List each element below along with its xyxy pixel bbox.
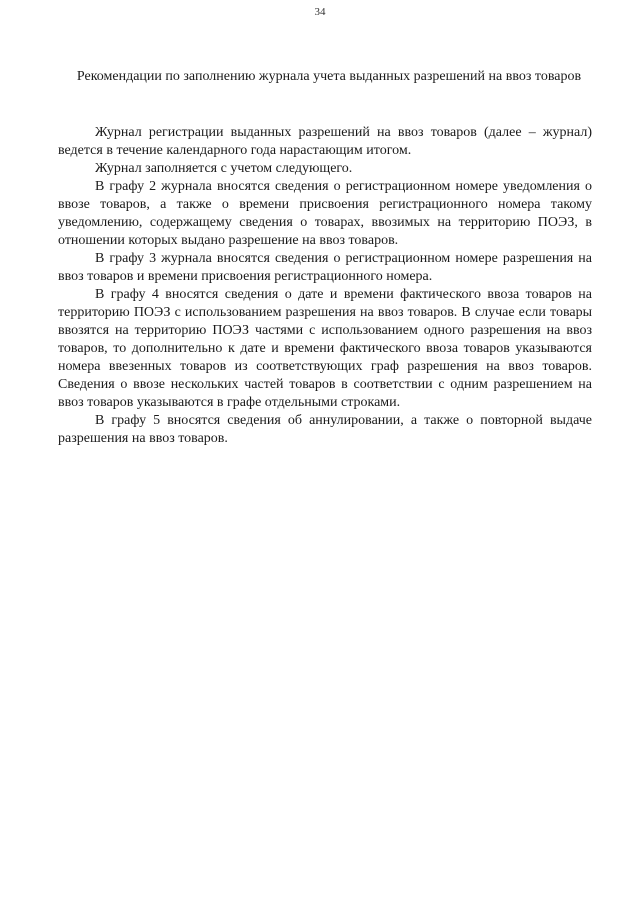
document-title: Рекомендации по заполнению журнала учета выданных разрешений на ввоз товаров	[76, 69, 582, 84]
paragraph-column-2: В графу 2 журнала вносятся сведения о регистрационном номере уведомления о ввозе товаров, а также о времени присвоения регистрационного номера такому уведомлению, содержащему сведения о товарах, ввозимых на территорию ПОЭЗ, в отношении которых выдано разрешение на ввоз товаров.	[58, 179, 592, 248]
paragraph-filling-rules: Журнал заполняется с учетом следующего.	[95, 161, 353, 176]
paragraph-column-3: В графу 3 журнала вносятся сведения о регистрационном номере разрешения на ввоз товаров и времени присвоения регистрационного номера.	[58, 251, 592, 284]
paragraph-column-5: В графу 5 вносятся сведения об аннулировании, а также о повторной выдаче разрешения на ввоз товаров.	[58, 413, 592, 446]
paragraph-journal-intro: Журнал регистрации выданных разрешений на ввоз товаров (далее – журнал) ведется в течение календарного года нарастающим итогом.	[58, 125, 592, 158]
paragraph-column-4: В графу 4 вносятся сведения о дате и времени фактического ввоза товаров на территорию ПОЭЗ с использованием разрешения на ввоз товаров. В случае если товары ввозятся на территорию ПОЭЗ частями с использованием одного разрешения на ввоз товаров, то дополнительно к дате и времени фактического ввоза товаров указываются номера ввезенных товаров из соответствующих граф разрешения на ввоз товаров. Сведения о ввозе нескольких частей товаров в соответствии с одним разрешением на ввоз товаров указываются в графе отдельными строками.	[58, 287, 592, 410]
page-number: 34	[314, 6, 326, 18]
document-body	[58, 124, 592, 448]
